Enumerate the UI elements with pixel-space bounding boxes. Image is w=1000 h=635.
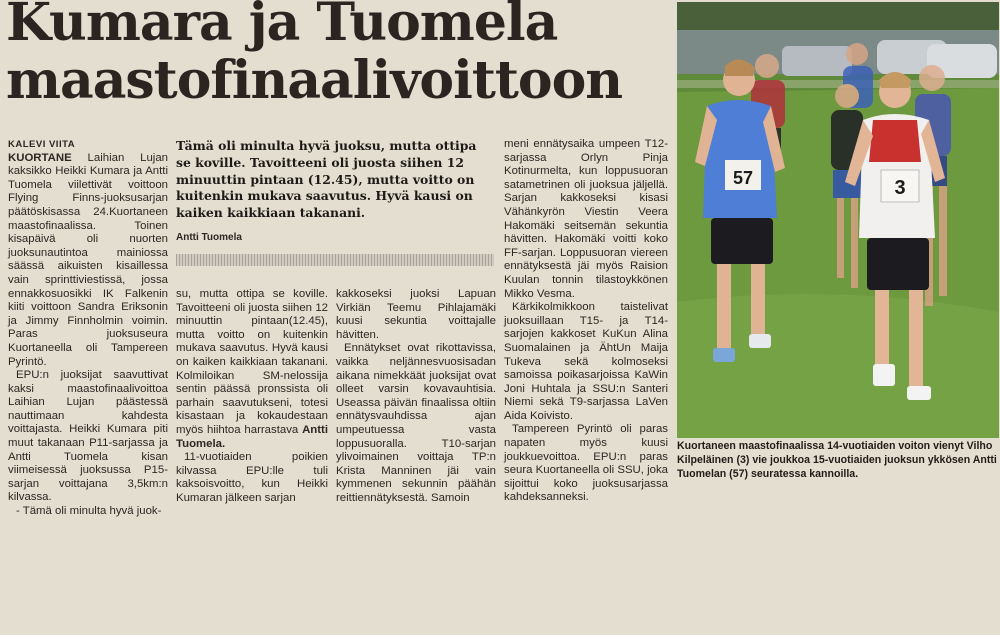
paragraph-text: su, mutta ottipa se koville. Tavoitteeni oli juosta siihen 12 minuuttin pintaan(12.45), mutta voitto on kuitenkin mukava saavutus. Hyvä kausi on kaiken kaikkiaan takanani. Kolmiloikan SM-nelossija sentin päässä pronssista oli parhain saavutukseni, totesi kisastaan ja kokaudestaan myös hiihtoa harrastava bbox=[176, 288, 328, 436]
photo-block bbox=[677, 2, 999, 485]
paragraph: Kärkikolmikkoon taistelivat juoksuillaan T15- ja T14-sarjojen kakkoset KuKun Alina Suomalainen ja ÄhtUn Maija Tukeva sekä kolmoseksi samoissa poikasarjoissa KaWin Joni Huhtala ja SSU:n Santeri Niemi sekä T9-sarjassa LaVen Aida Koivisto. bbox=[504, 301, 668, 422]
paragraph: meni ennätysaika umpeen T12-sarjassa Orlyn Pinja Kotinurmelta, kun loppusuoran satametrinen oli juoksua jäljellä. Sarjan kakkoseksi kisasi Vähänkyrön Viestin Veera Hakomäki seitsemän sekuntia hävitten. Hakomäki voitti koko FF-sarjan. Loppusuoran viereen ennätyksestä jäi myös Raision Kuulan tonnin tilastoykkönen Mikko Vesma. bbox=[504, 138, 668, 300]
headline-line-2: maastofinaalivoittoon bbox=[6, 50, 623, 111]
bib-number-3: 3 bbox=[894, 177, 906, 199]
lead-paragraph bbox=[8, 152, 168, 370]
quoted-name: Antti Tuomela. bbox=[176, 423, 328, 450]
pull-quote: Tämä oli minulta hyvä juoksu, mutta ottipa se koville. Tavoitteeni oli juosta siihen 12 minuuttin pintaan (12.45), mutta voitto on kuitenkin mukava saavutus. Hyvä kausi on kaiken kaikkiaan takanani. bbox=[176, 138, 477, 221]
paragraph: EPU:n juoksijat saavuttivat kaksi maastofinaalivoittoa Laihian Lujan päästessä nauttimaan kahdesta voittajasta. Heikki Kumara piti muut takanaan P11-sarjassa ja Antti Tuomela kisan viimeisessä juoksussa P15-sarjan voittajana 3,5km:n kilvassa. bbox=[8, 369, 168, 504]
paragraph: Ennätykset ovat rikottavissa, vaikka neljännesvuosisadan aikana nimekkäät juoksijat ovat olleet varsin kovavauhtisia. Useassa päivän finaalissa oltiin ennätysvauhdissa ajan umpeutuessa vasta loppusuoralla. T10-sarjan ylivoimainen voittaja TP:n Krista Manninen jäi vain kymmenen sekunnin päähän reittiennätyksestä. Samoin bbox=[336, 342, 496, 504]
lead-text: Laihian Lujan kaksikko Heikki Kumara ja Antti Tuomela viilettivät voittoon Flying Finns-juoksusarjan päätöskisassa 24.Kuortaneen maastofinaalissa. Toinen kisapäivä oli nuorten juoksunautintoa mainiossa säässä aikuisten kisaillessa vain sprinttiviestissä, jossa ennakkosuosikki IK Falkenin kiiti voittoon Sandra Eriksonin ja Jimmy Finnholmin voimin. Paras juoksuseura Kuortaneella oli Tampereen Pyrintö. bbox=[8, 151, 168, 368]
paragraph bbox=[176, 288, 328, 451]
paragraph: kakkoseksi juoksi Lapuan Virkiän Teemu Pihlajamäki kuusi sekuntia voittajalle hävitten. bbox=[336, 288, 496, 341]
photo-caption: Kuortaneen maastofinaalissa 14-vuotiaiden voiton vienyt Vilho Kilpeläinen (3) vie joukkoa 15-vuotiaiden juoksun ykkösen Antti Tuomelan (57) seuratessa kannoilla. bbox=[677, 440, 997, 480]
headline bbox=[6, 0, 672, 110]
article-column-3 bbox=[336, 288, 496, 635]
paragraph: Tampereen Pyrintö oli paras napaten myös kuusi joukkuevoittoa. EPU:n paras seura Kuortaneella oli SSU, joka sijoittui koko juoksusarjassa kahdeksanneksi. bbox=[504, 423, 668, 504]
dateline-place: KUORTANE bbox=[8, 151, 72, 164]
bib-number-57: 57 bbox=[732, 168, 754, 188]
byline: KALEVI VIITA bbox=[8, 139, 76, 150]
article-column-2 bbox=[176, 288, 328, 635]
article-column-1 bbox=[8, 138, 168, 518]
paragraph: 11-vuotiaiden poikien kilvassa EPU:lle tuli kaksoisvoitto, kun Heikki Kumaran jälkeen sarjan bbox=[176, 451, 328, 504]
pull-quote-author: Antti Tuomela bbox=[176, 232, 242, 243]
race-photo bbox=[677, 2, 999, 438]
pull-quote-divider bbox=[176, 254, 494, 266]
paragraph: - Tämä oli minulta hyvä juok- bbox=[16, 505, 162, 518]
article-column-4 bbox=[504, 138, 668, 504]
headline-line-1: Kumara ja Tuomela bbox=[6, 0, 558, 53]
